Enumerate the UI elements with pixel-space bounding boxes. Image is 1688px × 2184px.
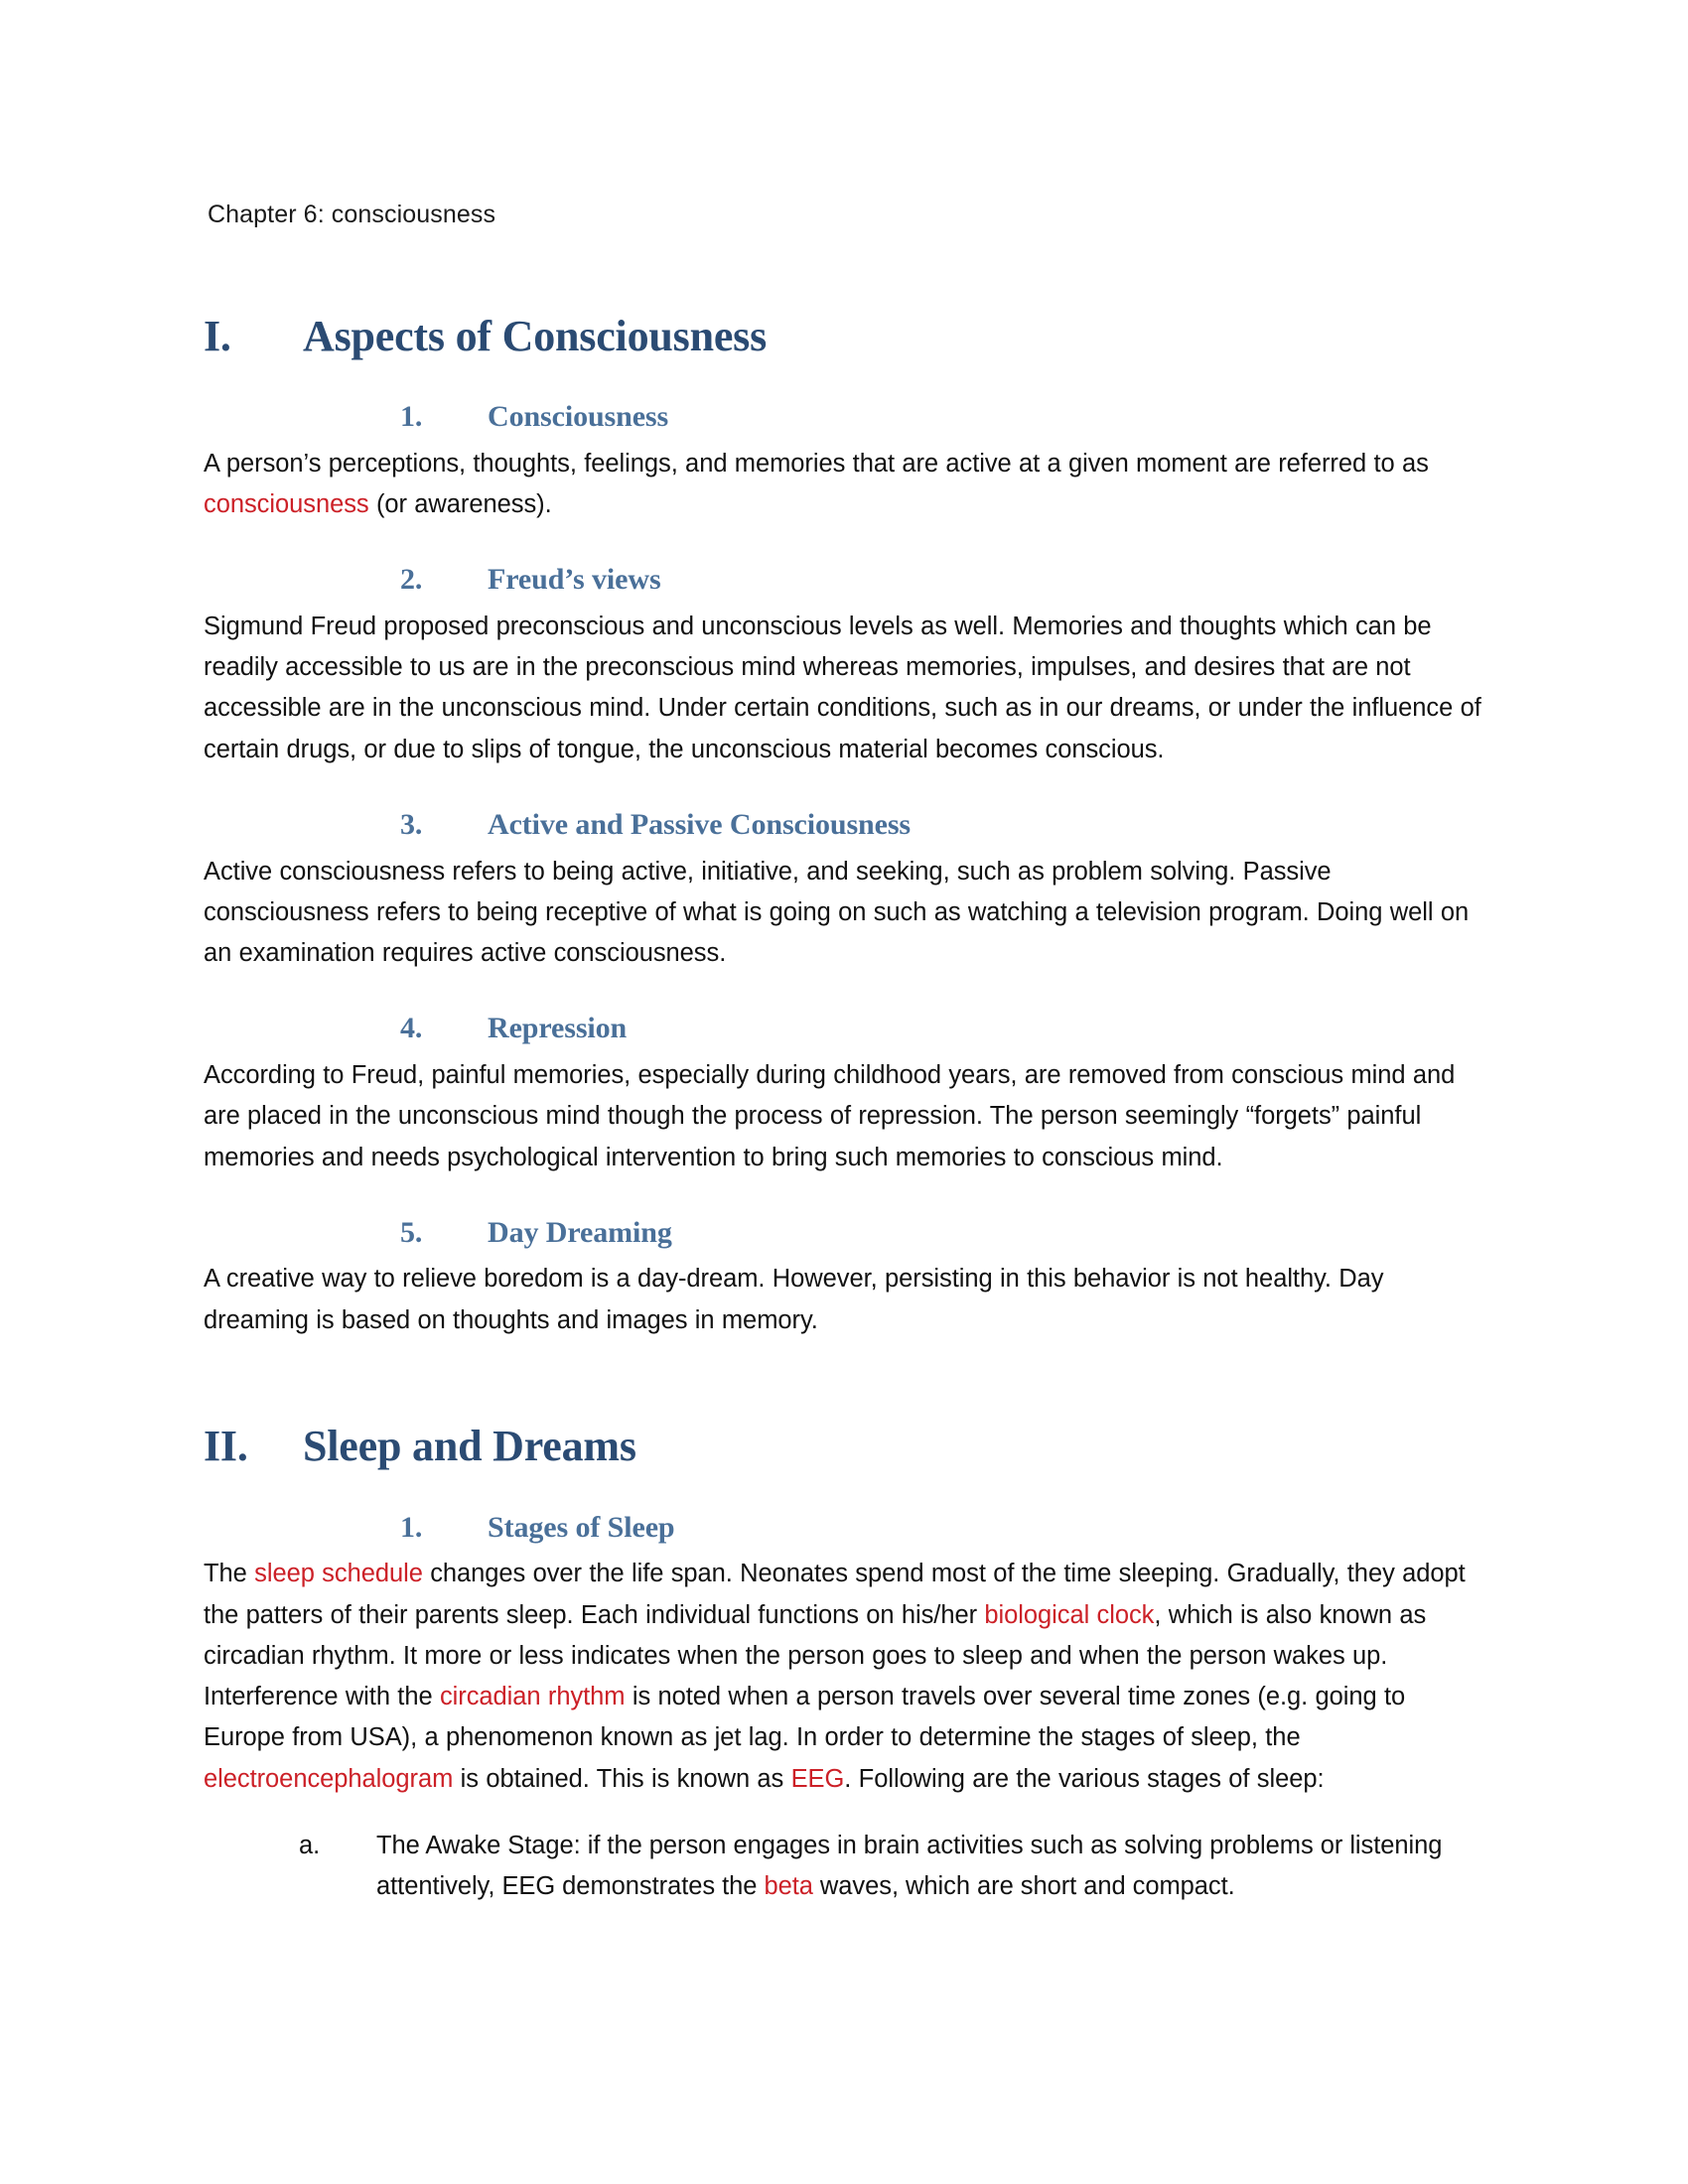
key-term: beta	[764, 1872, 813, 1901]
sleep-stages-list	[204, 1826, 1484, 1908]
list-item-text	[376, 1832, 1442, 1900]
paragraph-1-3	[204, 852, 1484, 975]
text-run: According to Freud, painful memories, especially during childhood years, are removed from conscious mind and are placed in the unconscious mind though the process of repression. The person seemingly “forgets” painful memories and needs psychological intervention to bring such memories to conscious mind.	[204, 1060, 1456, 1171]
subsection-number: 1.	[400, 1510, 423, 1544]
key-term: consciousness	[204, 490, 369, 519]
subsection-heading-1-2	[204, 561, 1484, 599]
text-run: A person’s perceptions, thoughts, feelings, and memories that are active at a given moment are referred to as	[204, 449, 1429, 478]
section-numeral: I.	[204, 311, 231, 360]
subsection-heading-2-1	[204, 1509, 1484, 1547]
subsection-heading-1-4	[204, 1010, 1484, 1047]
paragraph-1-2	[204, 607, 1484, 770]
text-run: waves, which are short and compact.	[812, 1872, 1235, 1901]
text-run: , which is also known as circadian rhythm. It more or less indicates when the person goes to sleep and when the person wakes up. Interference with the	[204, 1600, 1427, 1711]
text-run: A creative way to relieve boredom is a day-dream. However, persisting in this behavior is not healthy. Day dreaming is based on thoughts and images in memory.	[204, 1265, 1384, 1334]
section-title: Aspects of Consciousness	[303, 311, 768, 360]
subsection-number: 5.	[400, 1215, 423, 1249]
key-term: EEG	[790, 1764, 845, 1793]
subsection-title: Freud’s views	[488, 563, 661, 597]
section-title: Sleep and Dreams	[303, 1421, 636, 1470]
paragraph-1-5	[204, 1259, 1484, 1341]
paragraph-1-1	[204, 444, 1484, 526]
text-run: is noted when a person travels over several time zones (e.g. going to Europe from USA), a phenomenon known as jet lag. In order to determine the stages of sleep, the	[204, 1683, 1406, 1752]
subsection-heading-1-5	[204, 1214, 1484, 1252]
key-term: circadian rhythm	[439, 1683, 626, 1711]
subsection-number: 2.	[400, 563, 423, 597]
text-run: Sigmund Freud proposed preconscious and unconscious levels as well. Memories and thoughts which can be readily accessible to us are in the preconscious mind whereas memories, impulses, and desires that are not accessible are in the unconscious mind. Under certain conditions, such as in our dreams, or under the influence of certain drugs, or due to slips of tongue, the unconscious material becomes conscious.	[204, 612, 1481, 763]
text-run: (or awareness).	[368, 490, 552, 519]
subsection-heading-1-1	[204, 398, 1484, 436]
section-numeral: II.	[204, 1421, 248, 1470]
subsection-title: Repression	[488, 1012, 628, 1045]
key-term: sleep schedule	[254, 1560, 423, 1588]
text-run: . Following are the various stages of sleep:	[844, 1764, 1325, 1793]
subsection-title: Active and Passive Consciousness	[488, 808, 911, 842]
text-run: Active consciousness refers to being active, initiative, and seeking, such as problem solving. Passive consciousness refers to being receptive of what is going on such as watching a television program. Doing well on an examination requires active consciousness.	[204, 857, 1470, 968]
subsection-title: Stages of Sleep	[488, 1510, 675, 1544]
key-term: electroencephalogram	[204, 1764, 454, 1793]
subsection-heading-1-3	[204, 806, 1484, 844]
document-header: Chapter 6: consciousness	[208, 201, 496, 228]
subsection-number: 4.	[400, 1012, 423, 1045]
list-item-marker: a.	[299, 1832, 321, 1860]
text-run: The Awake Stage: if the person engages in brain activities such as solving problems or listening attentively, EEG demonstrates the	[376, 1832, 1443, 1901]
section-heading-2	[204, 1421, 1484, 1473]
subsection-title: Day Dreaming	[488, 1215, 672, 1249]
subsection-title: Consciousness	[488, 400, 669, 434]
subsection-number: 3.	[400, 808, 423, 842]
key-term: biological clock	[984, 1600, 1155, 1629]
list-item	[299, 1826, 1484, 1908]
text-run: The	[204, 1560, 255, 1588]
text-run: is obtained. This is known as	[453, 1764, 791, 1793]
paragraph-2-1	[204, 1554, 1484, 1800]
paragraph-1-4	[204, 1055, 1484, 1178]
subsection-number: 1.	[400, 400, 423, 434]
text-run: changes over the life span. Neonates spend most of the time sleeping. Gradually, they adopt the patters of their parents sleep. Each individual functions on his/her	[204, 1560, 1466, 1629]
section-heading-1	[204, 311, 1484, 363]
